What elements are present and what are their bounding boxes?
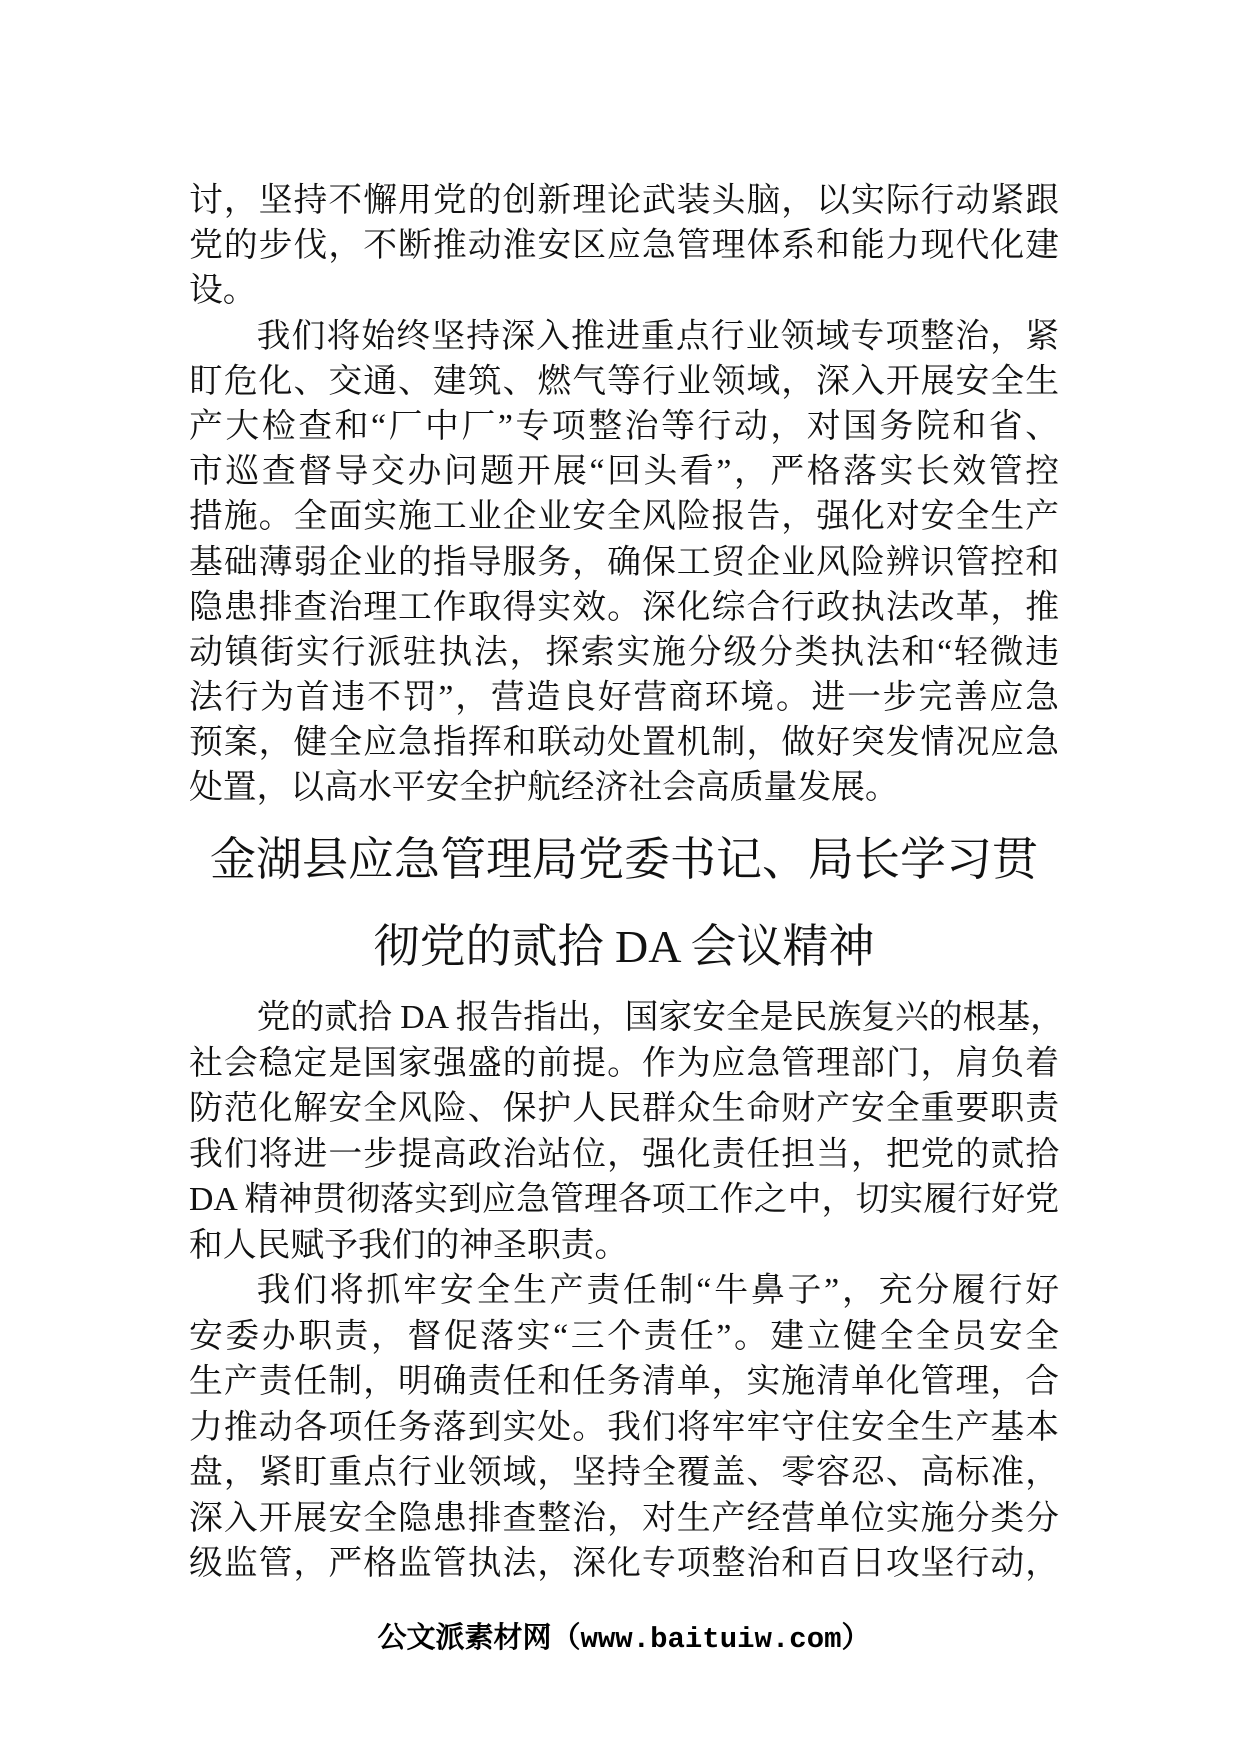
- paragraph-line: 防范化解安全风险、保护人民群众生命财产安全重要职责: [189, 1090, 1059, 1127]
- body-paragraph-rectification: [189, 314, 1059, 811]
- paragraph-line: 市巡查督导交办问题开展“回头看”，严格落实长效管控: [189, 453, 1059, 491]
- footer-source: 公文派素材网（www.baituiw.com）: [377, 1623, 871, 1656]
- paragraph-line: 我们将始终坚持深入推进重点行业领域专项整治，紧: [256, 317, 1059, 355]
- paragraph-line: 我们将抓牢安全生产责任制“牛鼻子”，充分履行好: [256, 1272, 1059, 1309]
- paragraph-line: 党的贰拾 DA 报告指出，国家安全是民族复兴的根基，: [256, 999, 1064, 1036]
- body-paragraph-report: [189, 995, 1064, 1268]
- paragraph-line: 力推动各项任务落到实处。我们将牢牢守住安全生产基本: [189, 1408, 1059, 1446]
- paragraph-line: 隐患排查治理工作取得实效。深化综合行政执法改革，推: [189, 588, 1059, 626]
- paragraph-line: 我们将进一步提高政治站位，强化责任担当，把党的贰拾: [189, 1135, 1059, 1173]
- paragraph-line: 动镇街实行派驻执法，探索实施分级分类执法和“轻微违: [189, 633, 1059, 671]
- paragraph-line: DA 精神贯彻落实到应急管理各项工作之中，切实履行好党: [189, 1181, 1059, 1218]
- paragraph-line: 处置，以高水平安全护航经济社会高质量发展。: [189, 769, 899, 807]
- paragraph-line: 设。: [189, 272, 257, 310]
- body-paragraph-continued: [189, 178, 1059, 314]
- paragraph-line: 预案，健全应急指挥和联动处置机制，做好突发情况应急: [189, 724, 1059, 762]
- paragraph-line: 盘，紧盯重点行业领域，坚持全覆盖、零容忍、高标准，: [189, 1454, 1059, 1491]
- text-block-upper: [189, 178, 1059, 811]
- paragraph-line: 盯危化、交通、建筑、燃气等行业领域，深入开展安全生: [189, 362, 1059, 400]
- paragraph-line: 社会稳定是国家强盛的前提。作为应急管理部门，肩负着: [189, 1044, 1059, 1082]
- paragraph-line: 级监管，严格监管执法，深化专项整治和百日攻坚行动，: [189, 1545, 1059, 1582]
- paragraph-line: 基础薄弱企业的指导服务，确保工贸企业风险辨识管控和: [189, 543, 1059, 581]
- paragraph-line: 生产责任制，明确责任和任务清单，实施清单化管理，合: [189, 1363, 1059, 1400]
- paragraph-line: 安委办职责，督促落实“三个责任”。建立健全全员安全: [189, 1317, 1059, 1355]
- paragraph-line: 讨，坚持不懈用党的创新理论武装头脑，以实际行动紧跟: [189, 182, 1059, 219]
- paragraph-line: 措施。全面实施工业企业安全风险报告，强化对安全生产: [189, 498, 1059, 536]
- text-block-lower: [189, 995, 1064, 1587]
- article-title-line: 彻党的贰拾 DA 会议精神: [373, 921, 875, 972]
- body-paragraph-responsibility: [189, 1268, 1059, 1587]
- article-title-line: 金湖县应急管理局党委书记、局长学习贯: [210, 834, 1038, 885]
- paragraph-line: 深入开展安全隐患排查整治，对生产经营单位实施分类分: [189, 1499, 1059, 1537]
- paragraph-line: 法行为首违不罚”，营造良好营商环境。进一步完善应急: [189, 679, 1059, 717]
- article-title: [189, 816, 1059, 990]
- paragraph-line: 党的步伐，不断推动淮安区应急管理体系和能力现代化建: [189, 227, 1059, 265]
- paragraph-line: 和人民赋予我们的神圣职责。: [189, 1226, 629, 1264]
- paragraph-line: 产大检查和“厂中厂”专项整治等行动，对国务院和省、: [189, 407, 1059, 445]
